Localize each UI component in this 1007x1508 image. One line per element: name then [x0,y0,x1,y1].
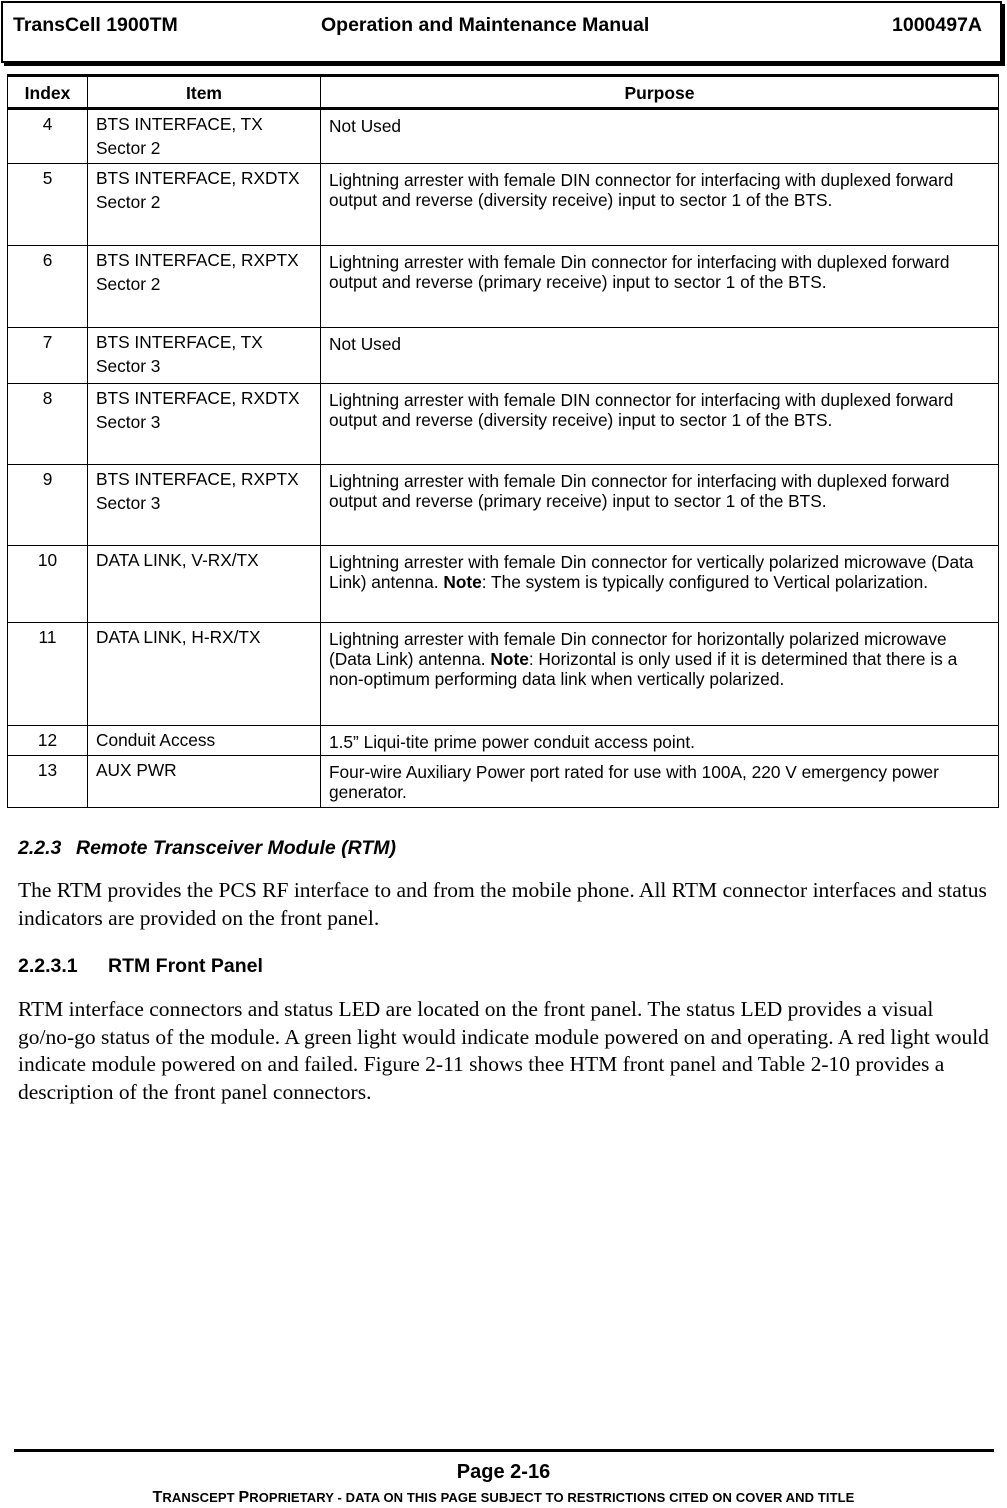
column-header-purpose: Purpose [321,76,999,109]
connector-table [7,74,999,808]
table-header-row [8,76,999,109]
cell-item [88,164,321,246]
section-heading [18,837,396,860]
cell-index: 6 [8,246,88,328]
table-row [8,546,999,623]
column-header-item: Item [88,76,321,109]
item-sector: Sector 2 [96,192,161,212]
page-header [1,1,1002,63]
prop-word-ranscept: RANSCEPT [162,1490,239,1505]
cell-item [88,384,321,465]
cell-item: DATA LINK, H-RX/TX [88,623,321,726]
item-name: BTS INTERFACE, TX [96,114,263,134]
proprietary-notice [0,1489,1007,1507]
cell-item [88,465,321,546]
purpose-text: Lightning arrester with female Din connector for vertically polarized microwave (Data Link) antenna. [329,552,974,592]
cell-item [88,328,321,384]
cell-index: 5 [8,164,88,246]
cell-purpose: Lightning arrester with female Din connector for interfacing with duplexed forward output and reverse (primary receive) input to sector 1 of the BTS. [321,465,999,546]
item-sector: Sector 3 [96,412,161,432]
item-sector: Sector 3 [96,356,161,376]
cell-index: 13 [8,756,88,808]
cell-purpose: Lightning arrester with female Din connector for interfacing with duplexed forward output and reverse (primary receive) input to sector 1 of the BTS. [321,246,999,328]
item-sector: Sector 2 [96,274,161,294]
item-name: BTS INTERFACE, RXPTX [96,250,299,270]
header-doc-number: 1000497A [892,14,982,36]
prop-initial-p: P [238,1489,250,1506]
cell-item: Conduit Access [88,726,321,756]
purpose-text: Lightning arrester with female Din connector for horizontally polarized microwave (Data Link) antenna. [329,629,947,669]
cell-purpose: 1.5” Liqui-tite prime power conduit access point. [321,726,999,756]
cell-index: 7 [8,328,88,384]
table-row [8,246,999,328]
section-paragraph: The RTM provides the PCS RF interface to and from the mobile phone. All RTM connector interfaces and status indicators are provided on the front panel. [18,878,987,930]
cell-purpose: Not Used [321,109,999,164]
header-manual-title: Operation and Maintenance Manual [321,14,650,36]
section-title: Remote Transceiver Module (RTM) [76,837,397,859]
cell-item: DATA LINK, V-RX/TX [88,546,321,623]
cell-purpose: Not Used [321,328,999,384]
header-product: TransCell 1900TM [13,14,178,36]
cell-index: 4 [8,109,88,164]
item-sector: Sector 2 [96,138,161,158]
note-label: Note [443,572,482,592]
table-row [8,384,999,465]
page-number: Page 2-16 [456,1461,551,1483]
table-row [8,465,999,546]
cell-purpose [321,623,999,726]
note-label: Note [490,649,529,669]
cell-purpose: Lightning arrester with female DIN connector for interfacing with duplexed forward output and reverse (diversity receive) input to sector 1 of the BTS. [321,164,999,246]
cell-purpose: Lightning arrester with female DIN connector for interfacing with duplexed forward output and reverse (diversity receive) input to sector 1 of the BTS. [321,384,999,465]
cell-item [88,246,321,328]
cell-purpose [321,546,999,623]
table-row [8,109,999,164]
note-text: : The system is typically configured to Vertical polarization. [481,572,929,592]
subsection-paragraph: RTM interface connectors and status LED are located on the front panel. The status LED provides a visual go/no-go status of the module. A green light would indicate module powered on and operating. A red light would indicate module powered on and failed. Figure 2-11 shows thee HTM front panel and Table 2-10 provides a description of the front panel connectors. [18,997,989,1104]
table-row [8,328,999,384]
subsection-heading [18,955,263,978]
subsection-title: RTM Front Panel [108,955,263,977]
item-name: BTS INTERFACE, RXDTX [96,388,300,408]
item-name: BTS INTERFACE, RXDTX [96,168,300,188]
cell-item [88,109,321,164]
table-row [8,623,999,726]
table-row [8,164,999,246]
item-name: BTS INTERFACE, RXPTX [96,469,299,489]
cell-index: 8 [8,384,88,465]
note-text: : Horizontal is only used if it is determined that there is a non-optimum performing data link when vertically polarized. [329,649,958,689]
cell-purpose: Four-wire Auxiliary Power port rated for use with 100A, 220 V emergency power generator. [321,756,999,808]
table-row [8,756,999,808]
item-name: BTS INTERFACE, TX [96,332,263,352]
column-header-index: Index [8,76,88,109]
section-number: 2.2.3 [18,837,62,859]
cell-item: AUX PWR [88,756,321,808]
item-sector: Sector 3 [96,493,161,513]
table-row [8,726,999,756]
prop-initial-t: T [152,1489,163,1506]
footer-rule [14,1449,994,1452]
cell-index: 12 [8,726,88,756]
prop-rest: ROPRIETARY - DATA ON THIS PAGE SUBJECT TO RESTRICTIONS CITED ON COVER AND TITLE [249,1490,855,1505]
cell-index: 10 [8,546,88,623]
subsection-number: 2.2.3.1 [18,955,78,977]
cell-index: 11 [8,623,88,726]
cell-index: 9 [8,465,88,546]
